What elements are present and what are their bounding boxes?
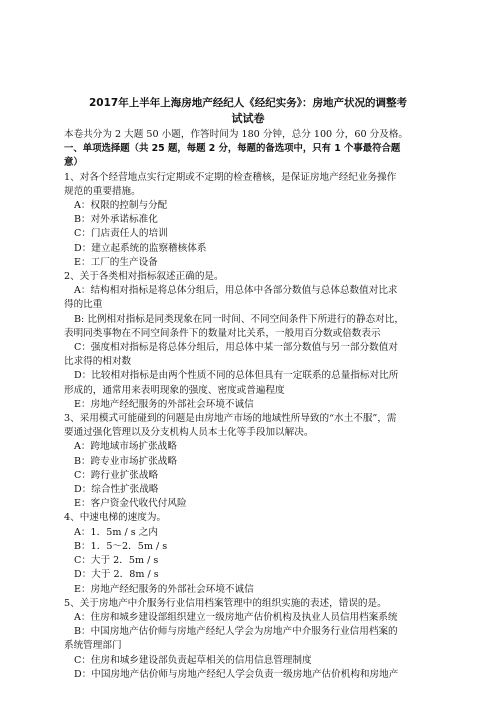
- option: B：跨专业市场扩张战略: [74, 455, 177, 467]
- option-cont: 比求得的相对数: [64, 356, 132, 368]
- option: E：房地产经纪服务的外部社会环境不诚信: [74, 583, 254, 595]
- option: B：中国房地产估价师与房地产经纪人学会为房地产中介服务行业信用档案的: [74, 626, 398, 638]
- question-2: [64, 270, 432, 412]
- question-stem: 3、采用模式可能碰到的问题是由房地产市场的地域性所导致的“水土不服”，需: [64, 413, 397, 425]
- section-heading: 一、单项选择题（共 25 题，每题 2 分，每题的备选项中，只有 1 个事最符合题: [64, 143, 401, 155]
- option: E：客户资金代收代付风险: [74, 498, 187, 510]
- option: C：跨行业扩张战略: [74, 469, 159, 481]
- option: D：建立起系统的监察稽核体系: [74, 242, 207, 254]
- question-stem: 2、关于各类相对指标叙述正确的是。: [64, 271, 224, 283]
- option: D：大于 2．8m / s: [74, 569, 159, 581]
- intro-text: 本卷共分为 2 大题 50 小题，作答时间为 180 分钟，总分 100 分，60 分及格。: [64, 129, 409, 140]
- option: C：住房和城乡建设部负责起草相关的信用信息管理制度: [74, 654, 312, 666]
- question-stem: 5、关于房地产中介服务行业信用档案管理中的组织实施的表述，错误的是。: [64, 597, 387, 609]
- option: D：综合性扩张战略: [74, 484, 159, 496]
- option-cont: 表明同类事物在不同空间条件下的数量对比关系，一般用百分数或倍数表示: [64, 327, 381, 339]
- option: A：1．5m / s 之内: [74, 526, 158, 538]
- option: E：房地产经纪服务的外部社会环境不诚信: [74, 398, 254, 410]
- document-title-line2: 试试卷: [231, 112, 265, 125]
- option: C：门店责任人的培训: [74, 228, 168, 240]
- question-stem: 4、中速电梯的速度为。: [64, 512, 167, 524]
- document-title-line1: 2017年上半年上海房地产经纪人《经纪实务》：房地产状况的调整考: [89, 97, 407, 109]
- option-cont: 系统管理部门: [64, 640, 122, 652]
- question-4: [64, 511, 432, 596]
- option: C：强度相对指标是将总体分组后，用总体中某一部分数值与另一部分数值对: [74, 342, 398, 354]
- option: B：对外承诺标准化: [74, 214, 158, 226]
- option-cont: 得的比重: [64, 299, 103, 311]
- option: E：工厂的生产设备: [74, 256, 158, 268]
- option: A：权限的控制与分配: [74, 200, 168, 212]
- section-heading-cont: 意）: [64, 157, 83, 169]
- option: B: 比例相对指标是同类现象在同一时间、不同空间条件下所进行的静态对比，: [74, 313, 404, 325]
- question-stem: 要通过强化管理以及分支机构人员本土化等手段加以解决。: [64, 427, 314, 439]
- option: B：1．5～2．5m / s: [74, 540, 168, 552]
- option: D：中国房地产估价师与房地产经纪人学会负责一级房地产估价机构和房地产: [74, 668, 399, 680]
- question-5: [64, 597, 432, 682]
- option: A：跨地域市场扩张战略: [74, 441, 177, 453]
- option: D：比较相对指标是由两个性质不同的总体但具有一定联系的总量指标对比所: [74, 370, 399, 382]
- document-body: [64, 128, 432, 682]
- option-cont: 形成的，通常用来表明现象的强度、密度或普遍程度: [64, 384, 285, 396]
- question-stem: 规范的重要措施。: [64, 185, 141, 197]
- question-stem: 1、对各个经营地点实行定期或不定期的检查稽核，是保证房地产经纪业务操作: [64, 171, 397, 183]
- option: A：结构相对指标是将总体分组后，用总体中各部分数值与总体总数值对比求: [74, 285, 398, 297]
- question-1: [64, 171, 432, 270]
- option: A：住房和城乡建设部组织建立一级房地产估价机构及执业人员信用档案系统: [74, 611, 398, 623]
- option: C：大于 2．5m / s: [74, 555, 159, 567]
- question-3: [64, 412, 432, 511]
